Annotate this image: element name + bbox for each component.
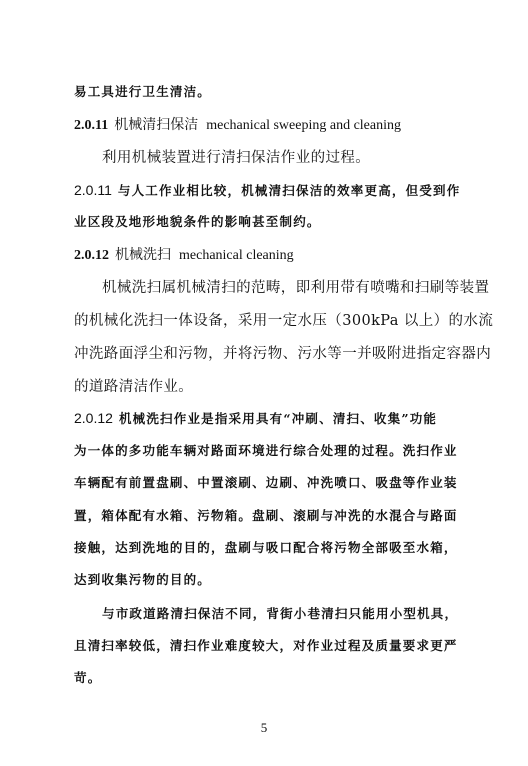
explanation-paragraph-line-1 [102, 604, 458, 624]
term-2-0-12-definition-line-4 [74, 377, 193, 397]
explanation-2-0-12-line-6 [74, 570, 211, 590]
term-2-0-12-definition-line-2 [74, 311, 493, 331]
text-line: 与人工作业相比较，机械清扫保洁的效率更高，但受到作 [117, 183, 461, 198]
text-line: 置，箱体配有水箱、污物箱。盘刷、滚刷与冲洗的水混合与路面 [74, 508, 458, 523]
explanation-2-0-12-line-3 [74, 473, 458, 493]
text-line: 达到收集污物的目的。 [74, 572, 212, 587]
text-line: 为一体的多功能车辆对路面环境进行综合处理的过程。洗扫作业 [74, 443, 458, 458]
text-line: 接触，达到洗地的目的，盘刷与吸口配合将污物全部吸至水箱， [74, 540, 458, 555]
text-line: 的道路清洁作业。 [74, 379, 194, 395]
term-number: 2.0.12 [74, 248, 109, 263]
explanation-2-0-11-line-1 [74, 180, 460, 201]
text-line: 苛。 [74, 670, 102, 685]
explanation-paragraph-line-2 [74, 636, 458, 656]
explanation-continuation [74, 82, 211, 102]
explanation-2-0-12-line-1 [74, 408, 437, 429]
term-2-0-11-heading [74, 115, 401, 136]
term-number: 2.0.11 [74, 118, 109, 133]
text-line: 业区段及地形地貌条件的影响甚至制约。 [74, 214, 321, 229]
text-line: 的机械化洗扫一体设备，采用一定水压（300kPa 以上）的水流 [74, 313, 494, 329]
term-english: mechanical sweeping and cleaning [206, 118, 401, 133]
text-line: 机械洗扫属机械清扫的范畴，即利用带有喷嘴和扫刷等装置 [102, 280, 490, 296]
text-line: 车辆配有前置盘刷、中置滚刷、边刷、冲洗喷口、吸盘等作业装 [74, 475, 458, 490]
explanation-2-0-12-line-4 [74, 506, 458, 526]
term-english: mechanical cleaning [179, 248, 294, 263]
term-2-0-11-definition [102, 148, 370, 168]
text-line: 易工具进行卫生清洁。 [74, 84, 212, 99]
explanation-2-0-12-line-5 [74, 538, 458, 558]
page-number: 5 [260, 720, 268, 735]
term-2-0-12-heading [74, 245, 294, 266]
term-chinese: 机械清扫保洁 [114, 117, 199, 133]
explanation-paragraph-line-3 [74, 668, 101, 688]
text-line: 与市政道路清扫保洁不同，背街小巷清扫只能用小型机具， [102, 606, 459, 621]
explanation-number: 2.0.12 [74, 410, 113, 426]
term-2-0-12-definition-line-3 [74, 344, 491, 364]
text-line: 冲洗路面浮尘和污物，并将污物、污水等一并吸附进指定容器内 [74, 346, 492, 362]
text-line: 利用机械装置进行清扫保洁作业的过程。 [102, 150, 371, 166]
text-line: 且清扫率较低，清扫作业难度较大，对作业过程及质量要求更严 [74, 638, 458, 653]
explanation-2-0-12-line-2 [74, 441, 458, 461]
term-2-0-12-definition-line-1 [102, 278, 489, 298]
text-line: 机械洗扫作业是指采用具有“冲刷、清扫、收集”功能 [118, 411, 438, 426]
explanation-2-0-11-line-2 [74, 212, 321, 232]
explanation-number: 2.0.11 [74, 182, 112, 198]
term-chinese: 机械洗扫 [115, 247, 171, 263]
